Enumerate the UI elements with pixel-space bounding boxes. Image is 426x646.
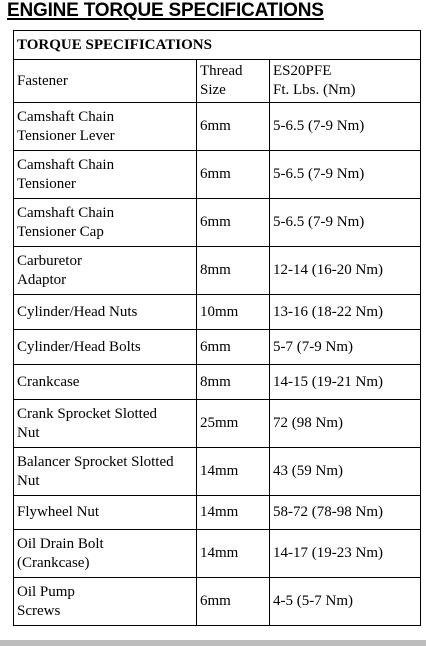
fastener-cell xyxy=(14,530,197,578)
table-row xyxy=(14,400,421,448)
torque-cell: 5-7 (7-9 Nm) xyxy=(270,330,421,365)
torque-cell: 14-17 (19-23 Nm) xyxy=(270,530,421,578)
thread-size-cell: 10mm xyxy=(197,295,270,330)
table-title: TORQUE SPECIFICATIONS xyxy=(14,31,421,60)
torque-spec-table xyxy=(13,30,421,626)
fastener-line: Balancer Sprocket Slotted xyxy=(17,453,174,470)
fastener-line: Crankcase xyxy=(17,373,80,390)
thread-size-cell: 6mm xyxy=(197,578,270,626)
fastener-line: Tensioner Lever xyxy=(17,127,115,144)
thread-size-cell: 8mm xyxy=(197,365,270,400)
torque-cell: 58-72 (78-98 Nm) xyxy=(270,496,421,530)
torque-header-line: ES20PFE xyxy=(273,63,332,79)
table-row xyxy=(14,247,421,295)
fastener-line: Flywheel Nut xyxy=(17,504,100,520)
table-row xyxy=(14,199,421,247)
table-body xyxy=(14,103,421,626)
fastener-cell xyxy=(14,199,197,247)
fastener-cell xyxy=(14,151,197,199)
table-row xyxy=(14,448,421,496)
torque-cell: 13-16 (18-22 Nm) xyxy=(270,295,421,330)
thread-size-header xyxy=(197,60,270,103)
fastener-cell xyxy=(14,365,197,400)
thread-size-cell: 6mm xyxy=(197,330,270,365)
fastener-line: Camshaft Chain xyxy=(17,108,115,125)
fastener-line: Screws xyxy=(17,602,61,619)
page-title: ENGINE TORQUE SPECIFICATIONS xyxy=(7,0,324,21)
fastener-cell xyxy=(14,496,197,530)
fastener-line: Nut xyxy=(17,472,40,489)
fastener-line: Camshaft Chain xyxy=(17,204,115,221)
thread-size-header-line: Size xyxy=(200,82,226,98)
fastener-line: Carburetor xyxy=(17,252,82,269)
thread-size-cell: 6mm xyxy=(197,103,270,151)
torque-header xyxy=(270,60,421,103)
fastener-line: Cylinder/Head Nuts xyxy=(17,303,138,320)
fastener-cell xyxy=(14,295,197,330)
torque-cell: 12-14 (16-20 Nm) xyxy=(270,247,421,295)
fastener-line: Cylinder/Head Bolts xyxy=(17,338,141,355)
fastener-line: Tensioner Cap xyxy=(17,223,104,240)
table-row xyxy=(14,295,421,330)
fastener-line: Crank Sprocket Slotted xyxy=(17,405,157,422)
thread-size-cell: 14mm xyxy=(197,496,270,530)
fastener-cell xyxy=(14,400,197,448)
fastener-cell xyxy=(14,578,197,626)
thread-size-header-line: Thread xyxy=(200,63,243,79)
torque-cell: 14-15 (19-21 Nm) xyxy=(270,365,421,400)
fastener-line: Nut xyxy=(17,424,40,441)
table-title-row xyxy=(14,31,421,60)
torque-cell: 4-5 (5-7 Nm) xyxy=(270,578,421,626)
thread-size-cell: 6mm xyxy=(197,199,270,247)
torque-cell: 72 (98 Nm) xyxy=(270,400,421,448)
fastener-line: Tensioner xyxy=(17,175,76,192)
thread-size-cell: 6mm xyxy=(197,151,270,199)
fastener-line: Oil Pump xyxy=(17,583,75,600)
torque-cell: 5-6.5 (7-9 Nm) xyxy=(270,199,421,247)
fastener-header: Fastener xyxy=(14,60,197,103)
fastener-cell xyxy=(14,330,197,365)
thread-size-cell: 25mm xyxy=(197,400,270,448)
page-bottom-edge xyxy=(0,640,426,646)
table-row xyxy=(14,330,421,365)
fastener-line: (Crankcase) xyxy=(17,554,90,571)
table-row xyxy=(14,151,421,199)
torque-cell: 5-6.5 (7-9 Nm) xyxy=(270,103,421,151)
torque-cell: 5-6.5 (7-9 Nm) xyxy=(270,151,421,199)
fastener-line: Adaptor xyxy=(17,271,67,288)
fastener-cell xyxy=(14,247,197,295)
thread-size-cell: 14mm xyxy=(197,530,270,578)
table-row xyxy=(14,103,421,151)
thread-size-cell: 14mm xyxy=(197,448,270,496)
fastener-cell xyxy=(14,448,197,496)
table-header-row xyxy=(14,60,421,103)
table-row xyxy=(14,578,421,626)
fastener-line: Camshaft Chain xyxy=(17,156,115,173)
torque-header-line: Ft. Lbs. (Nm) xyxy=(273,82,356,98)
fastener-line: Oil Drain Bolt xyxy=(17,535,104,552)
fastener-cell xyxy=(14,103,197,151)
table-row xyxy=(14,496,421,530)
table-row xyxy=(14,530,421,578)
thread-size-cell: 8mm xyxy=(197,247,270,295)
torque-cell: 43 (59 Nm) xyxy=(270,448,421,496)
table-row xyxy=(14,365,421,400)
